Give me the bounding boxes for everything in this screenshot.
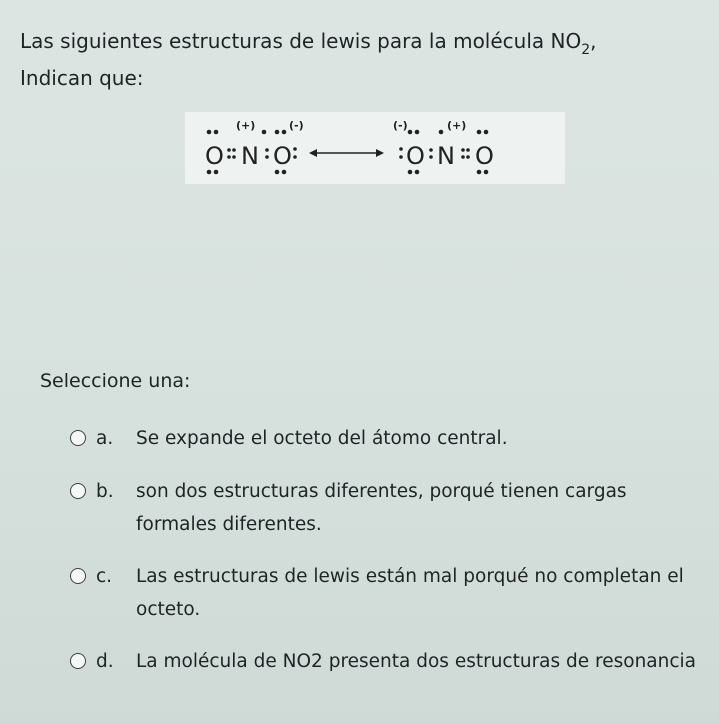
- option-d[interactable]: [70, 645, 700, 678]
- charge-n-right: (+): [447, 119, 467, 132]
- question-suffix: ,: [590, 29, 597, 53]
- question-line-1: [20, 24, 700, 61]
- formula-no: NO: [550, 29, 582, 53]
- question-line-2: Indican que:: [20, 66, 144, 90]
- option-c[interactable]: [70, 560, 700, 626]
- option-d-letter: d.: [96, 651, 114, 672]
- option-b-letter: b.: [96, 481, 114, 502]
- atom-n-left: N: [241, 142, 259, 170]
- option-a-text: Se expande el octeto del átomo central.: [136, 428, 508, 449]
- lewis-structure-right: [393, 119, 494, 174]
- charge-o-right: (-): [393, 119, 408, 132]
- option-c-text: Las estructuras de lewis están mal porqué no completan el octeto.: [136, 566, 684, 620]
- question-prefix: Las siguientes estructuras de lewis para la molécula: [20, 29, 551, 53]
- option-a-letter: a.: [96, 428, 114, 449]
- radio-option-b[interactable]: [70, 483, 86, 499]
- radio-option-d[interactable]: [70, 653, 86, 669]
- option-d-text: La molécula de NO2 presenta dos estructuras de resonancia: [136, 651, 697, 672]
- lewis-structures-image: [185, 112, 565, 184]
- radio-option-a[interactable]: [70, 430, 86, 446]
- atom-o-right-2: O: [475, 142, 494, 170]
- question-text: [20, 24, 700, 95]
- formula-subscript: 2: [581, 42, 591, 58]
- select-one-label: Seleccione una:: [40, 370, 191, 392]
- atom-n-right: N: [437, 142, 455, 170]
- lewis-structures-svg: [185, 112, 565, 184]
- atom-o-left-2: O: [273, 142, 292, 170]
- resonance-arrow: [309, 149, 384, 157]
- atom-o-left-1: O: [205, 142, 224, 170]
- option-b[interactable]: [70, 475, 700, 541]
- option-c-letter: c.: [96, 566, 113, 587]
- option-b-text: son dos estructuras diferentes, porqué tienen cargas formales diferentes.: [136, 481, 627, 535]
- radio-option-c[interactable]: [70, 568, 86, 584]
- lewis-structure-left: [205, 119, 304, 174]
- charge-o-left: (-): [289, 119, 304, 132]
- charge-n-left: (+): [236, 119, 256, 132]
- option-a[interactable]: [70, 422, 700, 455]
- atom-o-right-1: O: [406, 142, 425, 170]
